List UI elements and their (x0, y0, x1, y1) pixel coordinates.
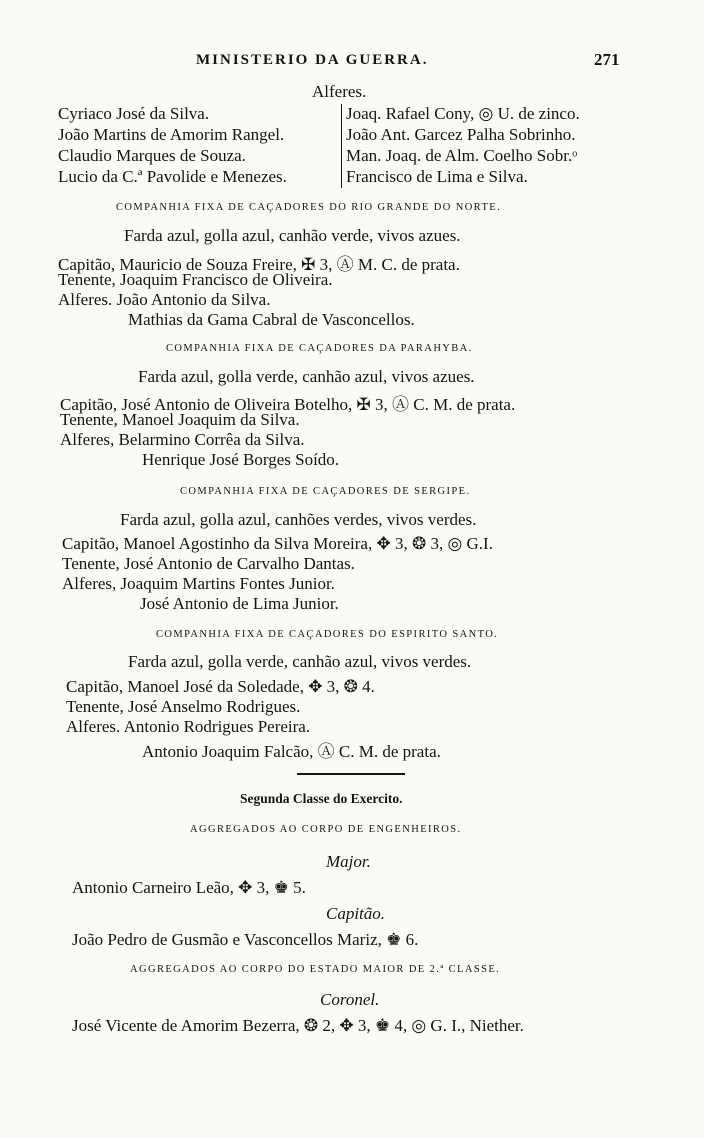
right-list-item: João Ant. Garcez Palha Sobrinho. (346, 125, 576, 144)
officer-line: Capitão, Manoel Agostinho da Silva Moreira, ✥ 3, ❂ 3, ◎ G.I. (62, 534, 493, 553)
officer-line: José Antonio de Lima Junior. (140, 594, 339, 613)
uniform-line: Farda azul, golla azul, canhões verdes, vivos verdes. (120, 510, 477, 529)
uniform-line: Farda azul, golla verde, canhão azul, vivos verdes. (128, 652, 472, 671)
section-heading-rio-grande: COMPANHIA FIXA DE CAÇADORES DO RIO GRANDE DO NORTE. (116, 202, 502, 213)
left-list-item: João Martins de Amorim Rangel. (58, 125, 285, 144)
right-list-item: Joaq. Rafael Cony, ◎ U. de zinco. (346, 104, 580, 123)
section-heading-sergipe: COMPANHIA FIXA DE CAÇADORES DE SERGIPE. (180, 486, 471, 497)
officer-line: Capitão, Mauricio de Souza Freire, ✠ 3, Ⓐ M. C. de prata. (58, 255, 460, 274)
section-heading-espirito-santo: COMPANHIA FIXA DE CAÇADORES DO ESPIRITO SANTO. (156, 629, 499, 640)
coronel-line: José Vicente de Amorim Bezerra, ❂ 2, ✥ 3, ♚ 4, ◎ G. I., Niether. (72, 1016, 524, 1035)
right-list-item: Man. Joaq. de Alm. Coelho Sobr.ᵒ (346, 146, 578, 165)
column-divider (341, 104, 342, 188)
uniform-line: Farda azul, golla verde, canhão azul, vivos azues. (138, 367, 475, 386)
officer-line: Mathias da Gama Cabral de Vasconcellos. (128, 310, 415, 329)
officer-line: Alferes. Antonio Rodrigues Pereira. (66, 717, 311, 736)
section-rule (297, 773, 405, 775)
officer-line: Antonio Joaquim Falcão, Ⓐ C. M. de prata. (142, 742, 441, 761)
officer-line: Capitão, Manoel José da Soledade, ✥ 3, ❂ 4. (66, 677, 375, 696)
major-label: Major. (326, 852, 371, 871)
officer-line: Alferes, Joaquim Martins Fontes Junior. (62, 574, 335, 593)
officer-line: Henrique José Borges Soído. (142, 450, 340, 469)
capitao-label: Capitão. (326, 904, 386, 923)
officer-line: Tenente, José Anselmo Rodrigues. (66, 697, 301, 716)
officer-line: Alferes, Belarmino Corrêa da Silva. (60, 430, 305, 449)
engenheiros-heading: AGGREGADOS AO CORPO DE ENGENHEIROS. (190, 824, 462, 835)
left-list-item: Claudio Marques de Souza. (58, 146, 246, 165)
left-list-item: Lucio da C.ª Pavolide e Menezes. (58, 167, 287, 186)
coronel-label: Coronel. (320, 990, 380, 1009)
major-line: Antonio Carneiro Leão, ✥ 3, ♚ 5. (72, 878, 306, 897)
page-header-title: MINISTERIO DA GUERRA. (196, 52, 429, 68)
uniform-line: Farda azul, golla azul, canhão verde, vivos azues. (124, 226, 461, 245)
officer-line: Tenente, Manoel Joaquim da Silva. (60, 410, 300, 429)
officer-line: Tenente, José Antonio de Carvalho Dantas. (62, 554, 355, 573)
estado-maior-heading: AGGREGADOS AO CORPO DO ESTADO MAIOR DE 2.ª CLASSE. (130, 964, 501, 975)
segunda-classe-title: Segunda Classe do Exercito. (240, 791, 403, 806)
officer-line: Alferes. João Antonio da Silva. (58, 290, 271, 309)
section-heading-parahyba: COMPANHIA FIXA DE CAÇADORES DA PARAHYBA. (166, 343, 473, 354)
officer-line: Tenente, Joaquim Francisco de Oliveira. (58, 270, 333, 289)
left-list-item: Cyriaco José da Silva. (58, 104, 210, 123)
page-number: 271 (594, 50, 620, 69)
right-list-item: Francisco de Lima e Silva. (346, 167, 528, 186)
officer-line: Capitão, José Antonio de Oliveira Botelho, ✠ 3, Ⓐ C. M. de prata. (60, 395, 516, 414)
capitao-line: João Pedro de Gusmão e Vasconcellos Mariz, ♚ 6. (72, 930, 419, 949)
alferes-heading: Alferes. (312, 82, 367, 101)
